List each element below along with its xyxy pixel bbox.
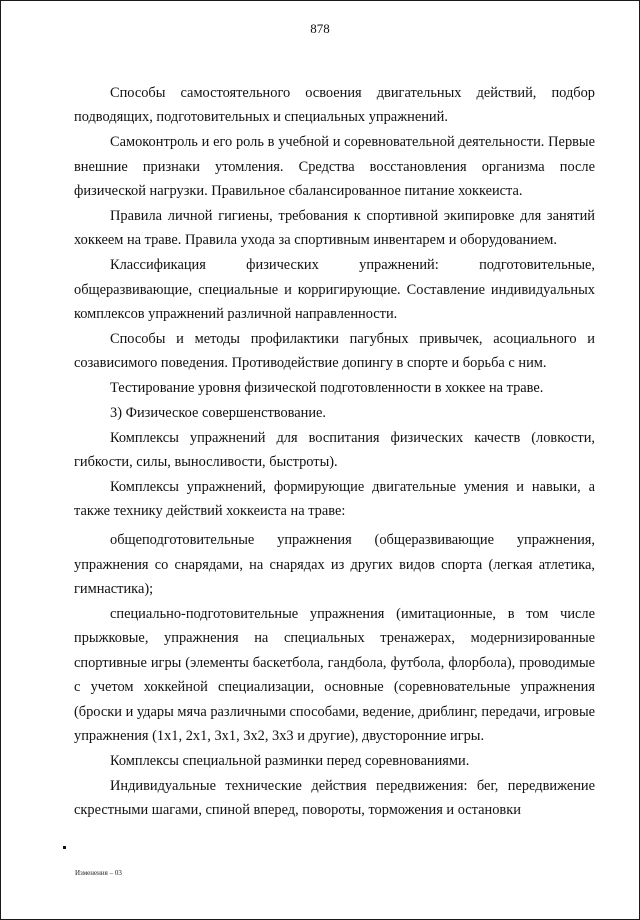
paragraph-11: специально-подготовительные упражнения (имитационные, в том числе прыжковые, упражнения на специальных тренажерах, модернизированные спортивные игры (элементы баскетбола, гандбола, футбола, флорбола), проводимые с учетом хоккейной специализации, основные (соревновательные упражнения (броски и удары мяча различными способами, ведение, дриблинг, передачи, игровые упражнения (1x1, 2x1, 3x1, 3x2, 3x3 и другие), двусторонние игры. xyxy=(74,605,595,744)
paragraph-9: Комплексы упражнений, формирующие двигательные умения и навыки, а также технику действий хоккеиста на траве: xyxy=(74,479,595,520)
footer-revision: Изменения – 03 xyxy=(75,869,122,877)
scan-speck xyxy=(63,846,66,849)
paragraph-3: Правила личной гигиены, требования к спортивной экипировке для занятий хоккеем на траве. Правила ухода за спортивным инвентарем и оборудованием. xyxy=(74,207,595,249)
paragraph-12: Комплексы специальной разминки перед соревнованиями. xyxy=(110,752,470,769)
paragraph-8: Комплексы упражнений для воспитания физических качеств (ловкости, гибкости, силы, выносливости, быстроты). xyxy=(74,429,595,471)
paragraph-10: общеподготовительные упражнения (общеразвивающие упражнения, упражнения со снарядами, на снарядах из других видов спорта (легкая атлетика, гимнастика); xyxy=(74,532,595,598)
page-number: 878 xyxy=(310,21,330,36)
paragraph-13: Индивидуальные технические действия передвижения: бег, передвижение скрестными шагами, спиной вперед, повороты, торможения и остановки xyxy=(74,777,595,819)
paragraph-6: Тестирование уровня физической подготовленности в хоккее на траве. xyxy=(110,380,544,397)
paragraph-2: Самоконтроль и его роль в учебной и соревновательной деятельности. Первые внешние признаки утомления. Средства восстановления организма после физической нагрузки. Правильное сбалансированное питание хоккеиста. xyxy=(74,134,595,200)
paragraph-4: Классификация физических упражнений: подготовительные, общеразвивающие, специальные и корригирующие. Составление индивидуальных комплексов упражнений различной направленности. xyxy=(74,257,595,322)
paragraph-5: Способы и методы профилактики пагубных привычек, асоциального и созависимого поведения. Противодействие допингу в спорте и борьба с ним. xyxy=(74,330,595,372)
paragraph-1: Способы самостоятельного освоения двигательных действий, подбор подводящих, подготовительных и специальных упражнений. xyxy=(74,85,595,126)
page-body xyxy=(74,81,595,823)
paragraph-7: 3) Физическое совершенствование. xyxy=(110,404,327,421)
